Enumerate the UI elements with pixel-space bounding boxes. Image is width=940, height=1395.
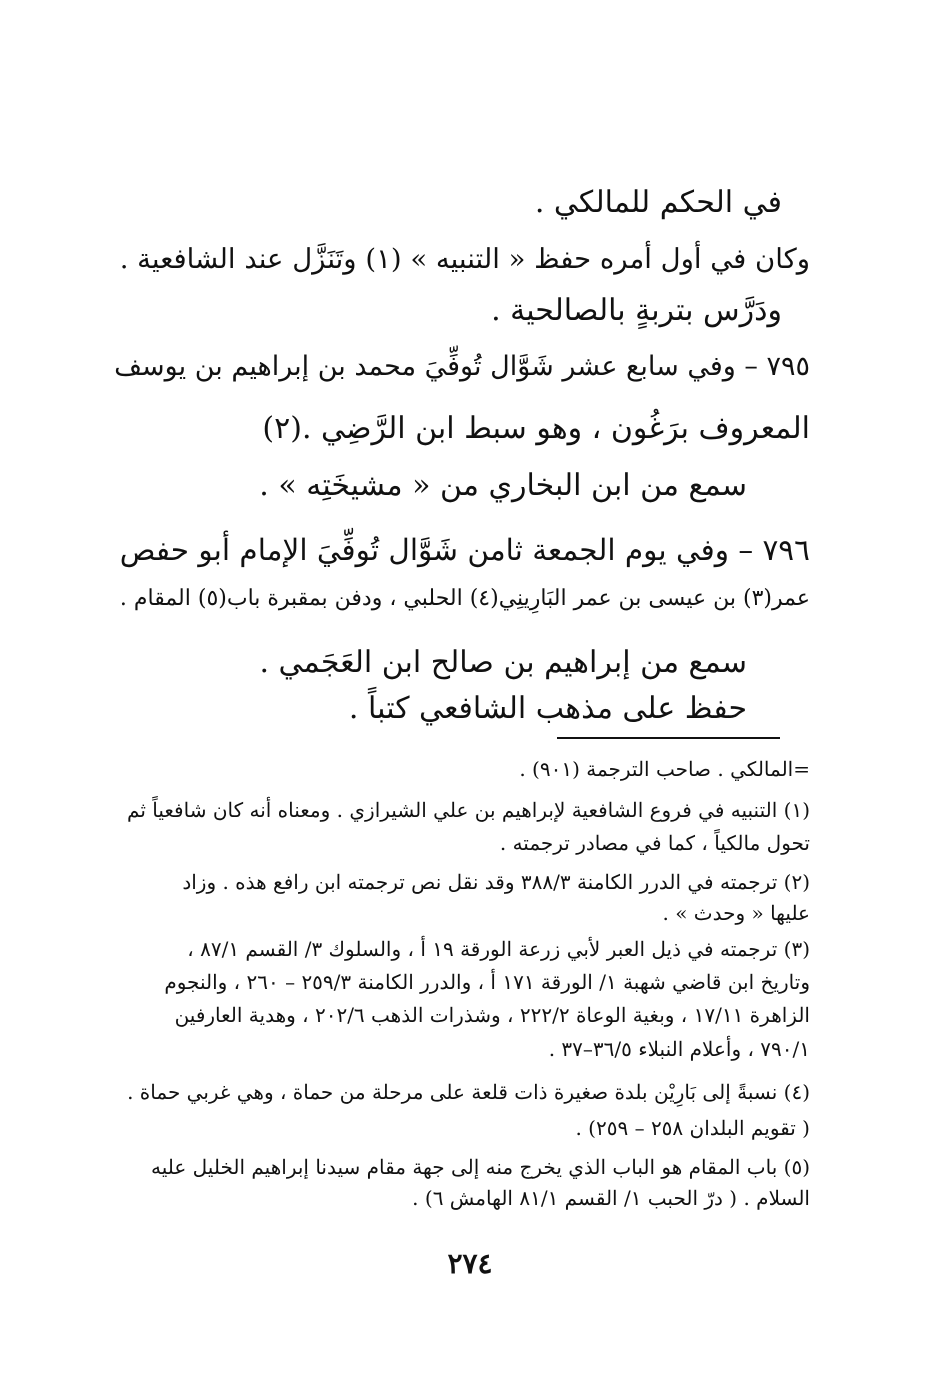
page-number: ٢٧٤ xyxy=(447,1247,493,1280)
footnote-line: (١) التنبيه في فروع الشافعية لإبراهيم بن علي الشيرازي . ومعناه أنه كان شافعياً ثم xyxy=(127,798,810,822)
main-line: سمع من ابن البخاري من « مشيخَتِه » . xyxy=(259,468,747,503)
footnote-line: الزاهرة ١٧/١١ ، وبغية الوعاة ٢٢٢/٢ ، وشذرات الذهب ٢٠٢/٦ ، وهدية العارفين xyxy=(174,1003,810,1027)
footnote-line: السلام . ( درّ الحبب ١/ القسم ٨١/١ الهامش ٦) . xyxy=(412,1186,810,1210)
footnote-line: (٣) ترجمته في ذيل العبر لأبي زرعة الورقة ١٩ أ ، والسلوك ٣/ القسم ٨٧/١ ، xyxy=(187,937,810,961)
footnote-line: ( تقويم البلدان ٢٥٨ – ٢٥٩) . xyxy=(575,1116,810,1140)
footnote-line: ٧٩٠/١ ، وأعلام النبلاء ٣٦/٥–٣٧ . xyxy=(548,1037,810,1061)
footnote-line: (٤) نسبةً إلى بَارِيْن بلدة صغيرة ذات قلعة على مرحلة من حماة ، وهي غربي حماة . xyxy=(127,1080,810,1104)
footnote-separator xyxy=(557,737,780,739)
main-line: المعروف برَغُون ، وهو سبط ابن الرَّضِي .(٢) xyxy=(262,411,810,446)
main-line: في الحكم للمالكي . xyxy=(534,185,782,220)
main-line: ودَرَّس بتربةٍ بالصالحية . xyxy=(491,293,782,328)
main-line: وكان في أول أمره حفظ « التنبيه » (١) وتَنَزَّل عند الشافعية . xyxy=(119,243,810,275)
main-line: عمر(٣) بن عيسى بن عمر البَارِينِي(٤) الحلبي ، ودفن بمقبرة باب(٥) المقام . xyxy=(119,586,810,611)
main-line: ٧٩٦ – وفي يوم الجمعة ثامن شَوَّال تُوفِّيَ الإمام أبو حفص xyxy=(119,533,810,567)
main-line: سمع من إبراهيم بن صالح ابن العَجَمي . xyxy=(259,645,747,680)
footnote-line: وتاريخ ابن قاضي شهبة ١/ الورقة ١٧١ أ ، والدرر الكامنة ٢٥٩/٣ – ٢٦٠ ، والنجوم xyxy=(164,970,810,994)
footnote-line: (٢) ترجمته في الدرر الكامنة ٣٨٨/٣ وقد نقل نص ترجمته ابن رافع هذه . وزاد xyxy=(182,870,810,894)
main-line: حفظ على مذهب الشافعي كتباً . xyxy=(348,691,747,726)
footnote-line: تحول مالكياً ، كما في مصادر ترجمته . xyxy=(499,831,810,855)
main-line: ٧٩٥ – وفي سابع عشر شَوَّال تُوفِّيَ محمد بن إبراهيم بن يوسف xyxy=(114,351,810,382)
footnote-line: =المالكي . صاحب الترجمة (٩٠١) . xyxy=(519,757,810,781)
footnote-line: عليها « وحدث » . xyxy=(662,901,810,925)
footnote-line: (٥) باب المقام هو الباب الذي يخرج منه إلى جهة مقام سيدنا إبراهيم الخليل عليه xyxy=(150,1155,810,1179)
